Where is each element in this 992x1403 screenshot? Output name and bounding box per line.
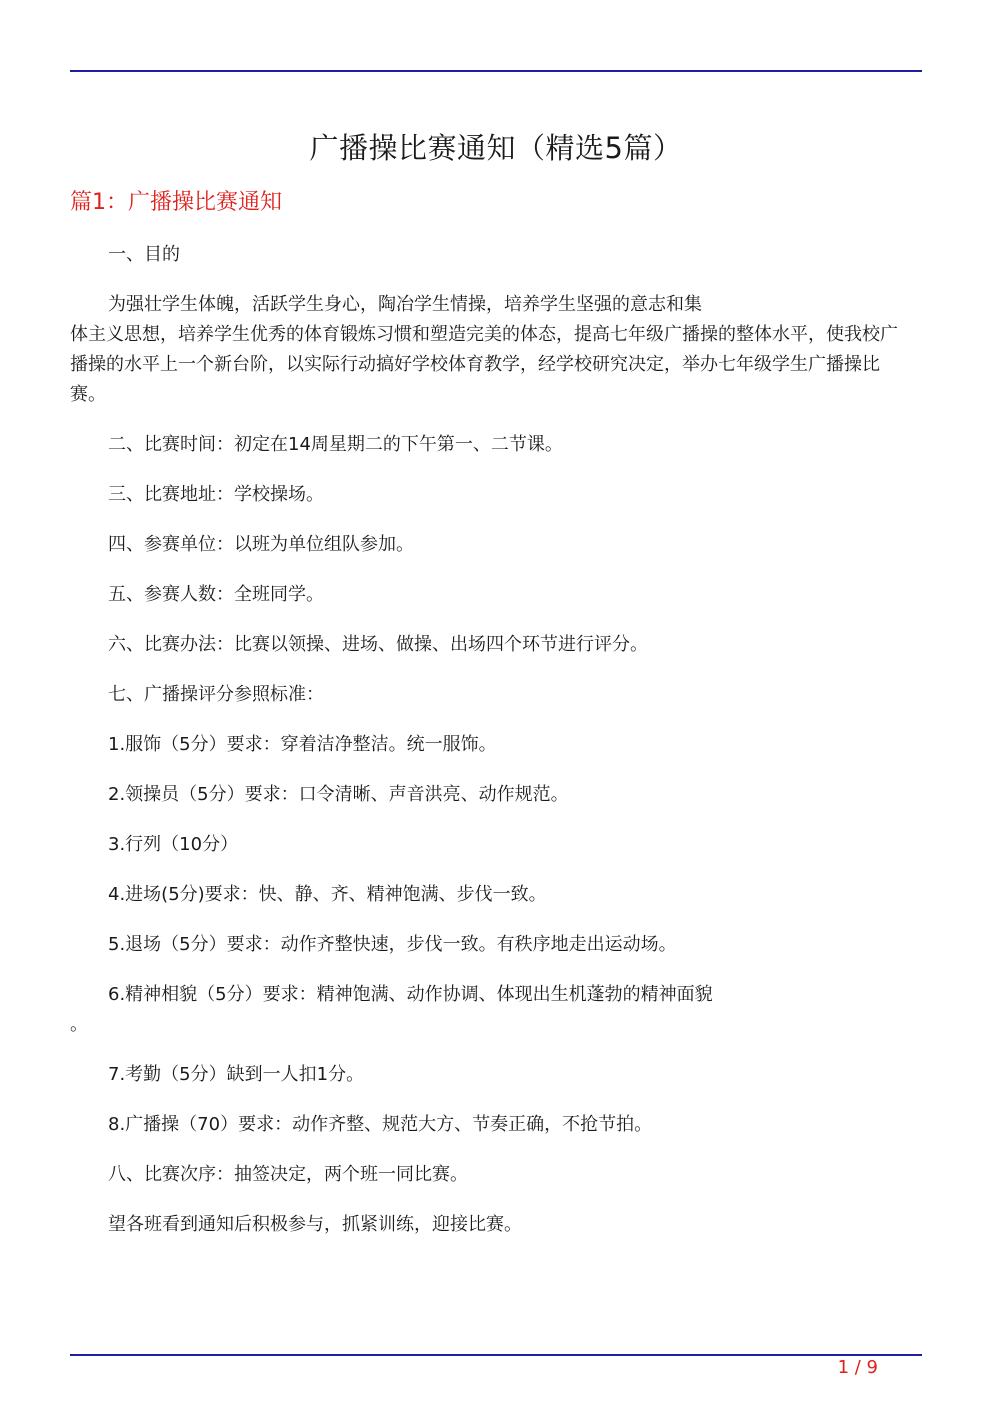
paragraph: 2.领操员（5分）要求：口令清晰、声音洪亮、动作规范。: [108, 784, 569, 805]
header-rule: [70, 70, 922, 72]
paragraph: 八、比赛次序：抽签决定，两个班一同比赛。: [108, 1164, 468, 1185]
paragraph: 望各班看到通知后积极参与，抓紧训练，迎接比赛。: [108, 1214, 522, 1235]
document-title: 广播操比赛通知（精选5篇）: [309, 131, 683, 165]
paragraph: 五、参赛人数：全班同学。: [108, 584, 324, 605]
paragraph: 1.服饰（5分）要求：穿着洁净整洁。统一服饰。: [108, 734, 497, 755]
paragraph: 七、广播操评分参照标准：: [108, 684, 324, 705]
paragraph: 8.广播操（70）要求：动作齐整、规范大方、节奏正确，不抢节拍。: [108, 1114, 653, 1135]
paragraph: 3.行列（10分）: [108, 834, 239, 855]
paragraph: 5.退场（5分）要求：动作齐整快速，步伐一致。有秩序地走出运动场。: [108, 934, 677, 955]
paragraph: 7.考勤（5分）缺到一人扣1分。: [108, 1064, 365, 1085]
paragraph: 4.进场(5分)要求：快、静、齐、精神饱满、步伐一致。: [108, 884, 547, 905]
paragraph: 三、比赛地址：学校操场。: [108, 484, 324, 505]
paragraph-appearance: [70, 980, 920, 1040]
footer-rule: [70, 1354, 922, 1356]
paragraph-tail: 。: [70, 1014, 88, 1035]
paragraph: 一、目的: [108, 244, 180, 265]
paragraph-continuation: 体主义思想，培养学生优秀的体育锻炼习惯和塑造完美的体态，提高七年级广播操的整体水平，使我校广播操的水平上一个新台阶，以实际行动搞好学校体育教学，经学校研究决定，举办七年级学生广播操比赛。: [70, 324, 898, 405]
paragraph: 六、比赛办法：比赛以领操、进场、做操、出场四个环节进行评分。: [108, 634, 648, 655]
page-indicator: 1 / 9: [837, 1357, 878, 1378]
paragraph-main: 6.精神相貌（5分）要求：精神饱满、动作协调、体现出生机蓬勃的精神面貌: [108, 984, 713, 1005]
paragraph-first-line: 为强壮学生体魄，活跃学生身心，陶冶学生情操，培养学生坚强的意志和集: [108, 294, 702, 315]
document-body: [70, 240, 920, 1260]
paragraph: 二、比赛时间：初定在14周星期二的下午第一、二节课。: [108, 434, 563, 455]
paragraph-purpose: [70, 290, 920, 410]
section-heading: 篇1：广播操比赛通知: [70, 190, 282, 215]
paragraph: 四、参赛单位：以班为单位组队参加。: [108, 534, 414, 555]
